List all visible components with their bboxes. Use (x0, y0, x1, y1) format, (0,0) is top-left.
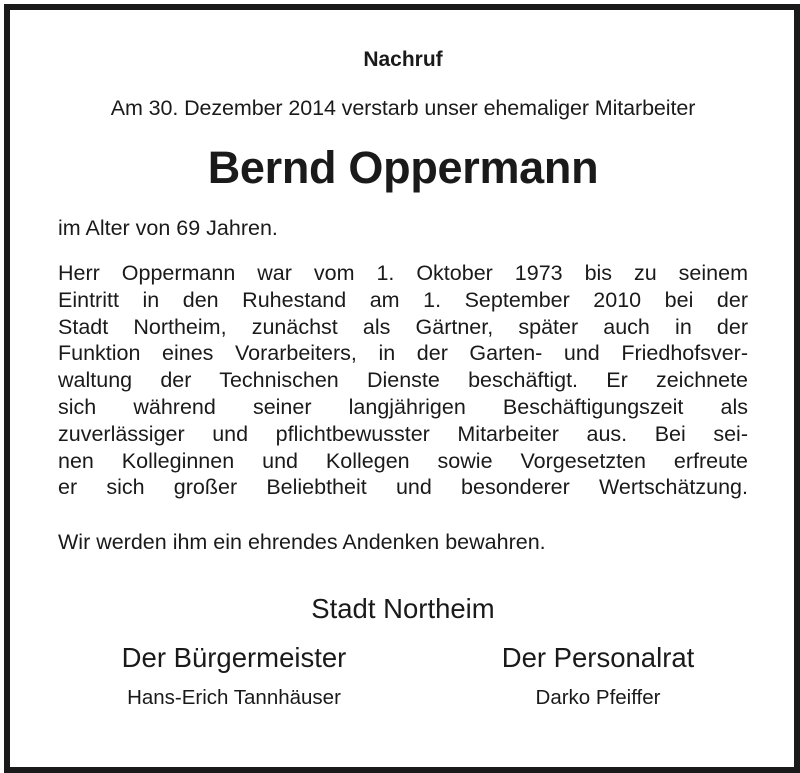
signatory-role-mayor: Der Bürgermeister (121, 642, 347, 673)
biography-line: nen Kolleginnen und Kollegen sowie Vorgesetzten erfreute (58, 448, 748, 473)
biography-line: er sich großer Beliebtheit und besonderer Wertschätzung. (58, 475, 748, 500)
organization-name: Stadt Northeim (311, 593, 495, 624)
biography-paragraph (58, 260, 748, 501)
biography-line: Stadt Northeim, zunächst als Gärtner, später auch in der (58, 314, 748, 339)
age-text: im Alter von 69 Jahren. (58, 216, 278, 240)
signatory-role-staff-council: Der Personalrat (501, 642, 695, 673)
biography-line: waltung der Technischen Dienste beschäftigt. Er zeichnete (58, 368, 748, 393)
biography-line: zuverlässiger und pflichtbewusster Mitarbeiter aus. Bei sei- (58, 421, 748, 446)
biography-line: Eintritt in den Ruhestand am 1. September 2010 bei der (58, 287, 748, 312)
biography-line: Herr Oppermann war vom 1. Oktober 1973 bis zu seinem (58, 261, 748, 285)
notice-heading: Nachruf (363, 48, 443, 71)
intro-text: Am 30. Dezember 2014 verstarb unser ehemaliger Mitarbeiter (110, 96, 696, 120)
signatory-name-staff-council: Darko Pfeiffer (535, 686, 661, 709)
biography-line: Funktion eines Vorarbeiters, in der Garten- und Friedhofsver- (58, 341, 748, 366)
signatory-name-mayor: Hans-Erich Tannhäuser (127, 686, 341, 709)
obituary-notice-frame (4, 4, 800, 773)
biography-line: sich während seiner langjährigen Beschäftigungszeit als (58, 394, 748, 419)
deceased-name: Bernd Oppermann (207, 142, 599, 193)
closing-text: Wir werden ihm ein ehrendes Andenken bewahren. (58, 530, 546, 554)
